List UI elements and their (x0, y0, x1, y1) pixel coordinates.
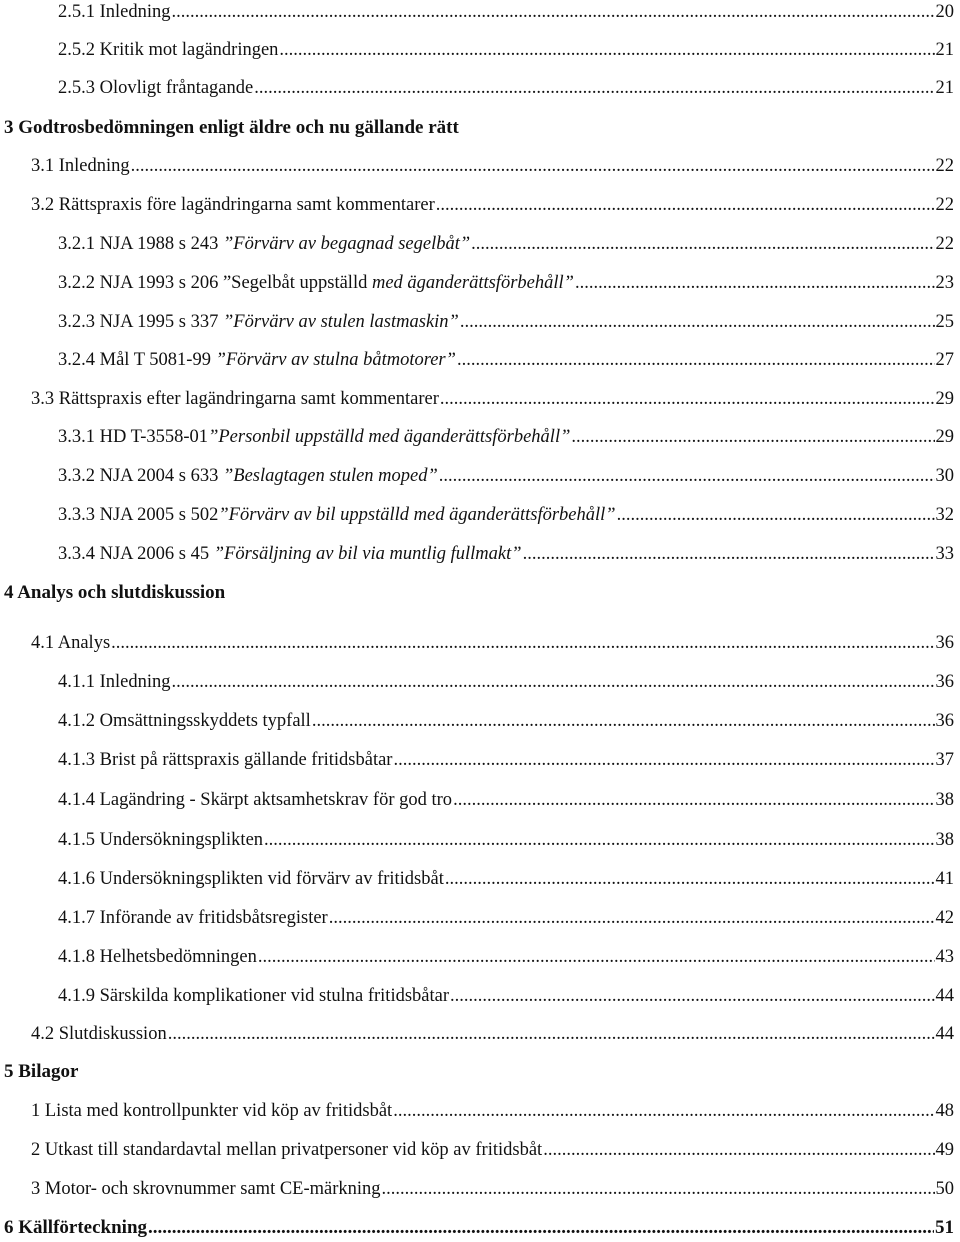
toc-entry-text: 4.1.9 Särskilda komplikationer vid stulna fritidsbåtar (58, 986, 450, 1006)
toc-entry-italic-title: ”Förvärv av stulen lastmaskin” (222, 312, 459, 332)
page-number: 48 (935, 1101, 954, 1121)
toc-entry[interactable] (58, 38, 954, 62)
toc-entry[interactable] (58, 271, 954, 295)
toc-entry[interactable] (58, 828, 954, 852)
toc-entry-text: 6 Källförteckning (4, 1217, 148, 1238)
toc-entry-text: 3.3.2 NJA 2004 s 633 (58, 466, 223, 486)
toc-entry-text: 3.2.4 Mål T 5081-99 (58, 350, 216, 370)
dot-leader (131, 154, 935, 178)
toc-entry[interactable] (31, 193, 954, 217)
dot-leader (571, 425, 934, 449)
toc-entry-title (58, 542, 522, 566)
toc-entry-text: 3.2.1 NJA 1988 s 243 (58, 234, 223, 254)
toc-entry-title (58, 425, 570, 449)
toc-entry-title (31, 1099, 392, 1123)
dot-leader (445, 867, 935, 891)
toc-entry-title (58, 984, 449, 1008)
dot-leader (439, 464, 935, 488)
page-number: 38 (935, 790, 954, 810)
toc-chapter[interactable] (4, 1060, 954, 1084)
dot-leader (172, 0, 935, 24)
page-number: 32 (935, 505, 954, 525)
toc-entry-text: 4.1.4 Lagändring - Skärpt aktsamhetskrav för god tro (58, 790, 453, 810)
page-number: 25 (935, 312, 954, 332)
toc-entry-title (58, 709, 311, 733)
toc-entry-title (31, 1022, 167, 1046)
page-number: 36 (935, 711, 954, 731)
toc-entry-text: 3.2.3 NJA 1995 s 337 (58, 312, 223, 332)
toc-entry-text: 2 Utkast till standardavtal mellan privatpersoner vid köp av fritidsbåt (31, 1140, 543, 1160)
toc-entry-text: 1 Lista med kontrollpunkter vid köp av fritidsbåt (31, 1101, 393, 1121)
toc-entry-text: 4.1 Analys (31, 633, 111, 653)
dot-leader (148, 1216, 934, 1240)
toc-entry[interactable] (58, 709, 954, 733)
dot-leader (450, 984, 934, 1008)
dot-leader (279, 38, 934, 62)
toc-entry[interactable] (58, 425, 954, 449)
page-number: 20 (935, 2, 954, 22)
toc-entry[interactable] (58, 906, 954, 930)
toc-entry[interactable] (31, 154, 954, 178)
toc-entry-text: 4.1.7 Införande av fritidsbåtsregister (58, 908, 328, 928)
page-number: 36 (935, 672, 954, 692)
page-number: 44 (935, 986, 954, 1006)
toc-entry-title (58, 464, 438, 488)
toc-entry-title (4, 581, 225, 605)
toc-entry-title (58, 906, 328, 930)
toc-entry[interactable] (31, 631, 954, 655)
dot-leader (440, 387, 935, 411)
toc-entry[interactable] (31, 387, 954, 411)
page-number: 41 (935, 869, 954, 889)
toc-entry-italic-title: ”Beslagtagen stulen moped” (222, 466, 438, 486)
toc-entry-italic-title: med äganderättsförbehåll” (371, 273, 574, 293)
toc-entry-text: 2.5.3 Olovligt fråntagande (58, 78, 254, 98)
page-number: 23 (935, 273, 954, 293)
toc-entry-text: 3.3.3 NJA 2005 s 502 (58, 505, 219, 525)
page-number: 22 (935, 195, 954, 215)
toc-entry[interactable] (58, 232, 954, 256)
page-number: 38 (935, 830, 954, 850)
toc-entry-text: 2.5.2 Kritik mot lagändringen (58, 40, 279, 60)
toc-entry-title (58, 503, 616, 527)
toc-chapter[interactable] (4, 1216, 954, 1240)
dot-leader (168, 1022, 935, 1046)
toc-entry-italic-title: ”Förvärv av stulna båtmotorer” (215, 350, 456, 370)
toc-entry-text: 4.1.5 Undersökningsplikten (58, 830, 264, 850)
toc-entry[interactable] (58, 464, 954, 488)
toc-entry[interactable] (58, 984, 954, 1008)
toc-entry-title (4, 116, 459, 140)
toc-entry-title (58, 828, 263, 852)
page-number: 27 (935, 350, 954, 370)
page-number: 36 (935, 633, 954, 653)
toc-entry-text: 4.1.2 Omsättningsskyddets typfall (58, 711, 311, 731)
dot-leader (453, 788, 934, 812)
toc-entry-text: 4.1.3 Brist på rättspraxis gällande fritidsbåtar (58, 750, 393, 770)
toc-entry[interactable] (31, 1099, 954, 1123)
toc-chapter[interactable] (4, 581, 954, 605)
toc-entry-title (58, 310, 459, 334)
dot-leader (436, 193, 935, 217)
toc-entry-title (58, 945, 257, 969)
dot-leader (393, 748, 934, 772)
toc-entry-text: 2.5.1 Inledning (58, 2, 171, 22)
toc-entry-title (58, 38, 278, 62)
toc-entry[interactable] (58, 788, 954, 812)
page-number: 22 (935, 156, 954, 176)
toc-entry-italic-title: ”Försäljning av bil via muntlig fullmakt” (213, 544, 522, 564)
dot-leader (172, 670, 935, 694)
toc-entry-text: 4.1.1 Inledning (58, 672, 171, 692)
toc-entry-text: 5 Bilagor (4, 1061, 79, 1082)
toc-entry-italic-title: ”Förvärv av begagnad segelbåt” (222, 234, 471, 254)
toc-entry-title (31, 1138, 542, 1162)
toc-entry-title (58, 867, 444, 891)
toc-entry-text: 3.3.1 HD T-3558-01 (58, 427, 209, 447)
page-number: 50 (935, 1179, 954, 1199)
toc-entry-text: 4.1.8 Helhetsbedömningen (58, 947, 257, 967)
toc-entry[interactable] (58, 76, 954, 100)
dot-leader (258, 945, 935, 969)
toc-entry-text: 3 Godtrosbedömningen enligt äldre och nu gällande rätt (4, 117, 459, 138)
page-number: 42 (935, 908, 954, 928)
dot-leader (460, 310, 935, 334)
dot-leader (312, 709, 935, 733)
toc-entry-text: 3.3.4 NJA 2006 s 45 (58, 544, 214, 564)
toc-entry-title (4, 1216, 147, 1240)
toc-entry[interactable] (31, 1138, 954, 1162)
toc-entry-italic-title: ”Förvärv av bil uppställd med äganderättsförbehåll” (218, 505, 616, 525)
toc-entry[interactable] (58, 0, 954, 24)
toc-entry[interactable] (58, 348, 954, 372)
toc-entry-title (31, 387, 439, 411)
dot-leader (382, 1177, 935, 1201)
page-number: 49 (935, 1140, 954, 1160)
page-number: 37 (935, 750, 954, 770)
toc-entry-text: 3 Motor- och skrovnummer samt CE-märkning (31, 1179, 381, 1199)
toc-entry-title (58, 670, 171, 694)
toc-chapter[interactable] (4, 116, 954, 140)
dot-leader (575, 271, 935, 295)
page-number: 43 (935, 947, 954, 967)
toc-entry-text: 4 Analys och slutdiskussion (4, 582, 226, 603)
toc-entry-title (31, 631, 110, 655)
toc-entry-title (31, 1177, 381, 1201)
toc-entry-title (31, 154, 130, 178)
toc-entry-text: 4.1.6 Undersökningsplikten vid förvärv av fritidsbåt (58, 869, 444, 889)
dot-leader (254, 76, 934, 100)
toc-entry-title (58, 0, 171, 24)
toc-entry[interactable] (58, 542, 954, 566)
dot-leader (471, 232, 934, 256)
toc-entry[interactable] (58, 670, 954, 694)
toc-entry-title (58, 348, 456, 372)
toc-entry-title (31, 193, 435, 217)
toc-entry-text: 3.1 Inledning (31, 156, 130, 176)
toc-entry-title (58, 748, 392, 772)
toc-entry-text: 4.2 Slutdiskussion (31, 1024, 167, 1044)
toc-entry-text: 3.2.2 NJA 1993 s 206 ”Segelbåt uppställd (58, 273, 372, 293)
page-number: 29 (935, 389, 954, 409)
toc-entry[interactable] (58, 945, 954, 969)
page-number: 21 (935, 78, 954, 98)
dot-leader (543, 1138, 934, 1162)
page-number: 22 (935, 234, 954, 254)
toc-entry-title (58, 232, 470, 256)
toc-entry[interactable] (31, 1022, 954, 1046)
page-number: 30 (935, 466, 954, 486)
toc-entry-title (58, 271, 574, 295)
dot-leader (393, 1099, 934, 1123)
dot-leader (111, 631, 934, 655)
toc-entry-text: 3.3 Rättspraxis efter lagändringarna samt kommentarer (31, 389, 439, 409)
dot-leader (523, 542, 935, 566)
dot-leader (617, 503, 935, 527)
toc-entry[interactable] (58, 503, 954, 527)
toc-entry-italic-title: ”Personbil uppställd med äganderättsförbehåll” (208, 427, 571, 447)
dot-leader (329, 906, 935, 930)
dot-leader (264, 828, 934, 852)
page-number: 51 (935, 1217, 954, 1238)
page-number: 44 (935, 1024, 954, 1044)
page-number: 21 (935, 40, 954, 60)
page-number: 29 (935, 427, 954, 447)
dot-leader (457, 348, 935, 372)
toc-entry-title (58, 788, 452, 812)
toc-entry[interactable] (58, 310, 954, 334)
toc-entry-title (58, 76, 253, 100)
page-number: 33 (935, 544, 954, 564)
toc-entry[interactable] (31, 1177, 954, 1201)
toc-entry-title (4, 1060, 78, 1084)
toc-entry-text: 3.2 Rättspraxis före lagändringarna samt kommentarer (31, 195, 435, 215)
toc-entry[interactable] (58, 867, 954, 891)
toc-entry[interactable] (58, 748, 954, 772)
